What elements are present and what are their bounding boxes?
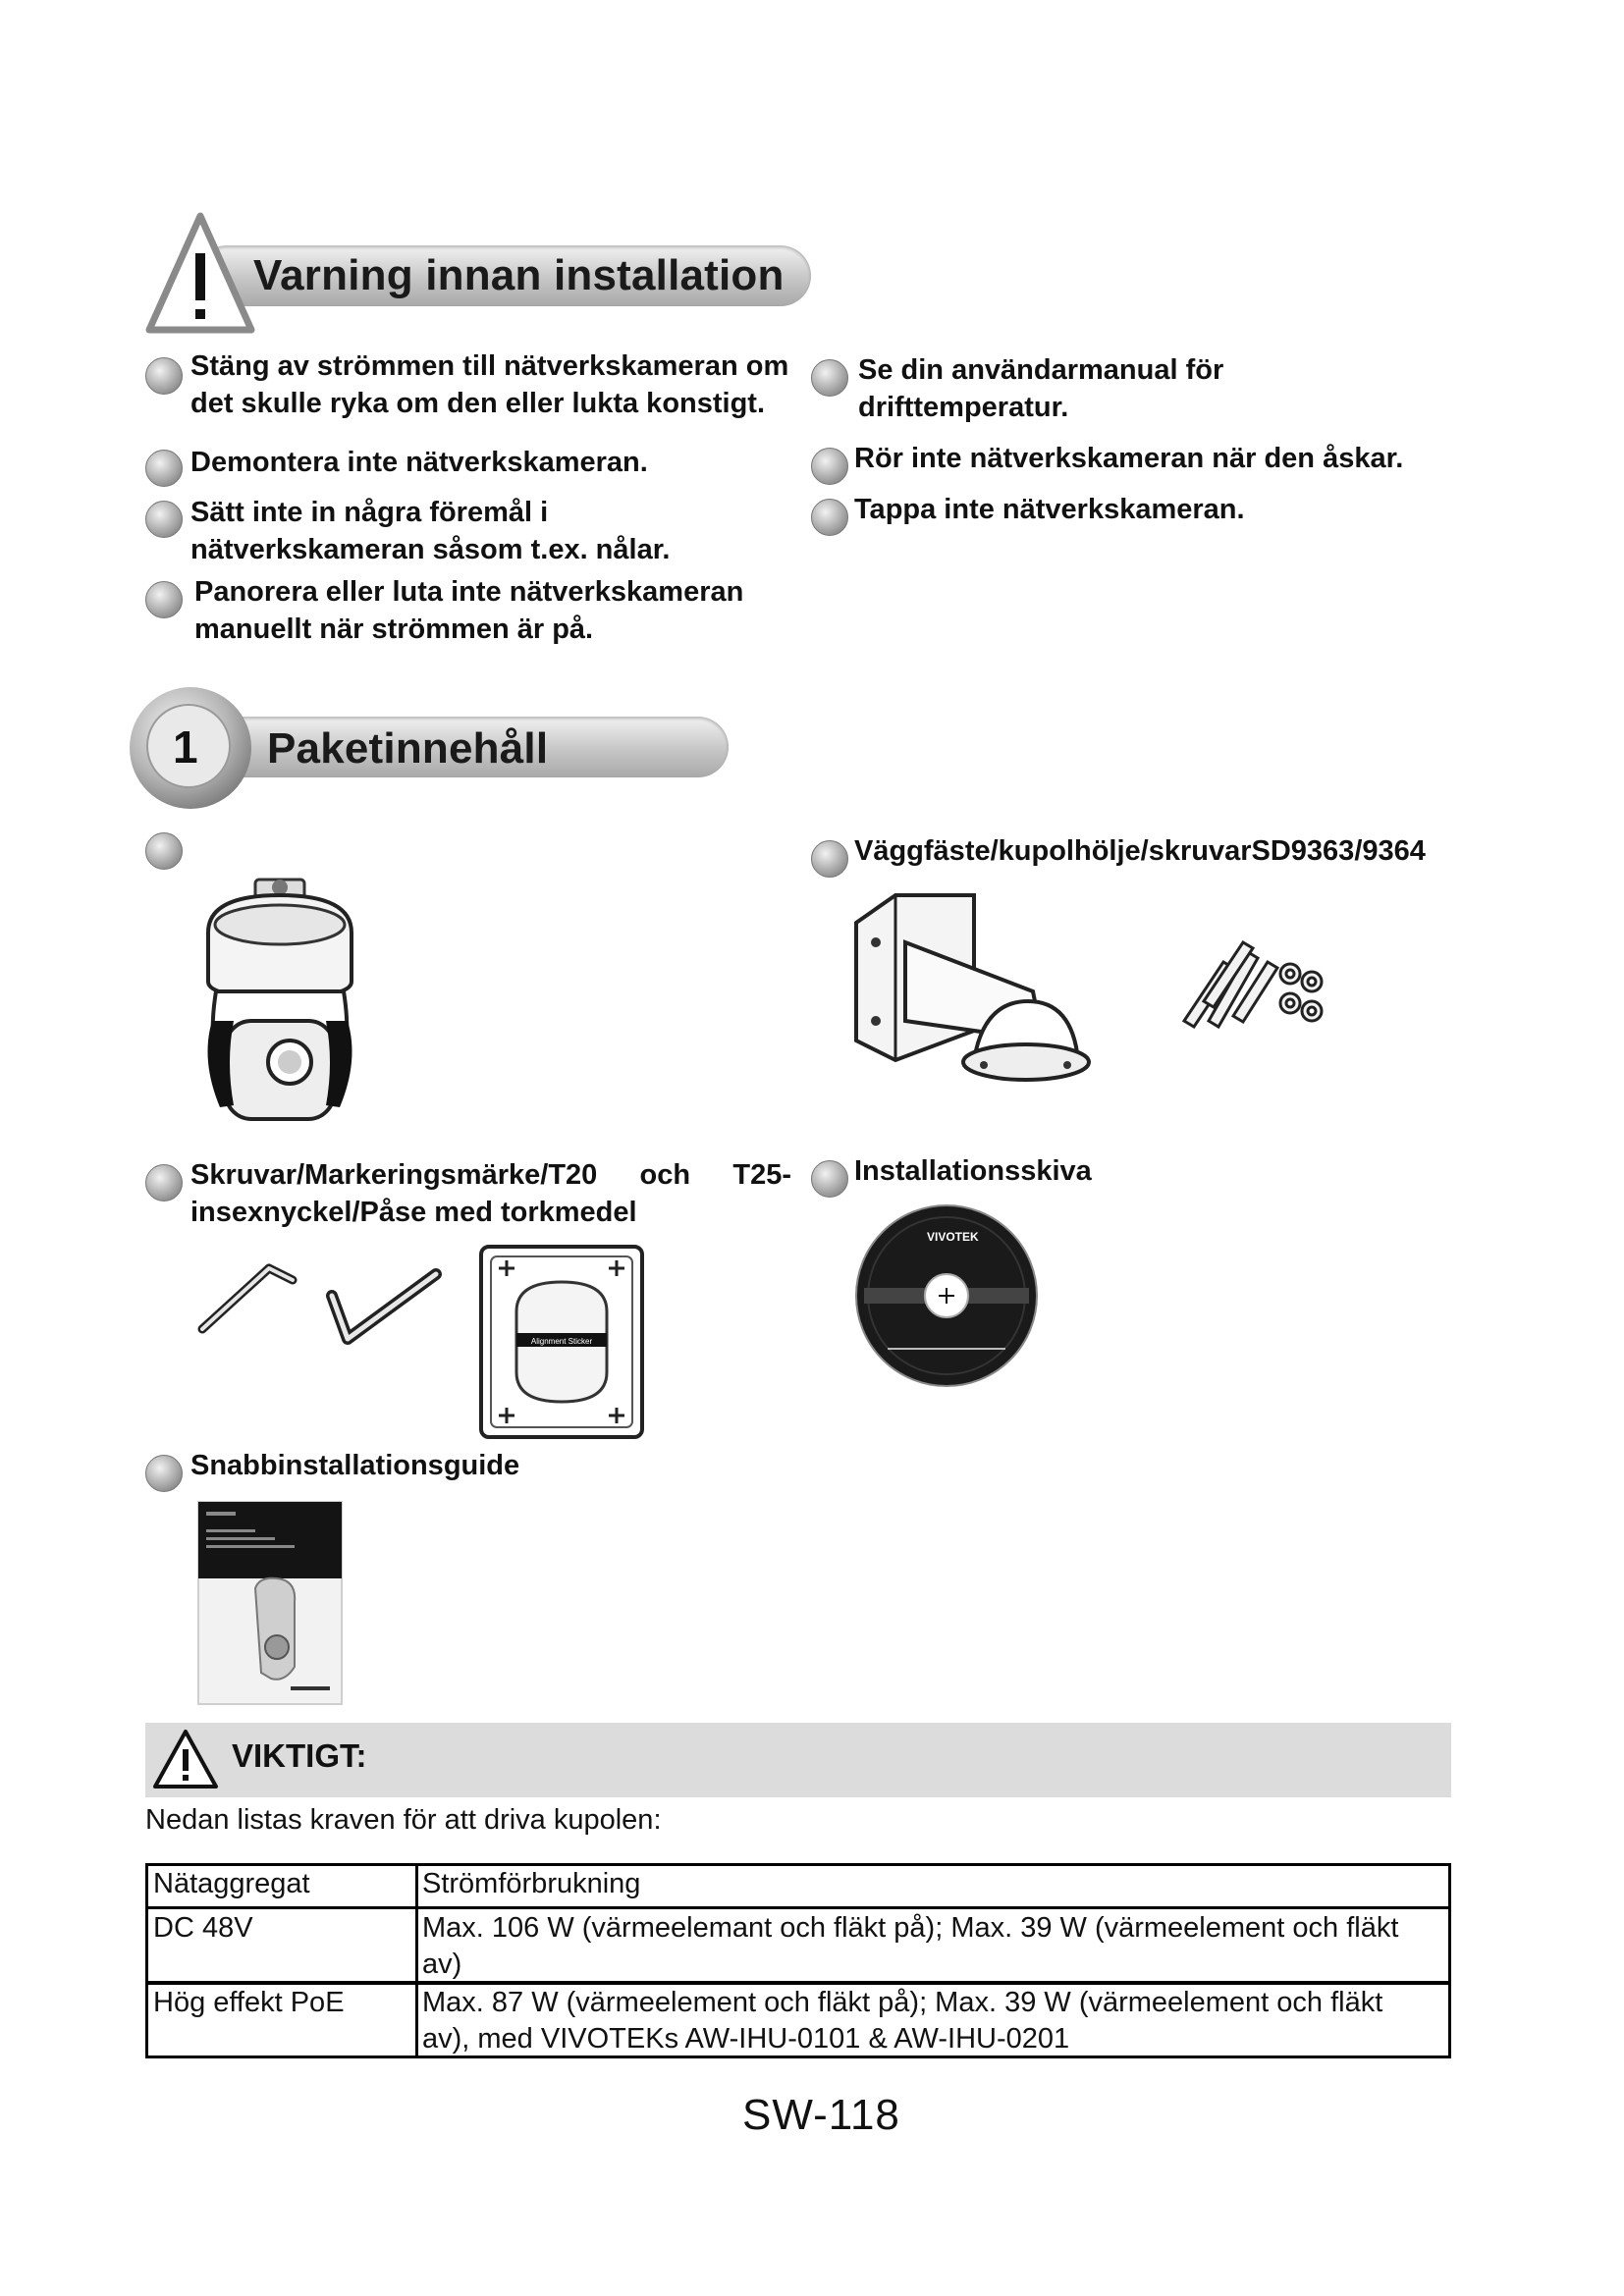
table-border (145, 1863, 148, 2058)
alignment-sticker-image (477, 1243, 646, 1441)
warning-item: Tappa inte nätverkskameran. (854, 494, 1245, 525)
table-cell: Max. 87 W (värmeelement och fläkt på); Max. 39 W (värmeelement och fläkt av), med VIVOTEKs AW-IHU-0101 & AW-IHU-0201 (422, 1987, 1383, 2055)
warning-item: Stäng av strömmen till nätverkskameran om det skulle ryka om den eller lukta konstigt. (190, 350, 789, 419)
package-item-label: Snabbinstallationsguide (190, 1450, 520, 1481)
bullet-icon (145, 357, 183, 395)
bullet-icon (811, 359, 848, 397)
warning-triangle-icon (143, 210, 257, 338)
important-intro: Nedan listas kraven för att driva kupolen: (145, 1804, 662, 1836)
table-cell: Max. 106 W (värmeelemant och fläkt på); Max. 39 W (värmeelement och fläkt av) (422, 1912, 1399, 1980)
important-title: VIKTIGT: (232, 1737, 367, 1774)
screws-and-anchors-image (1164, 923, 1331, 1041)
cd-brand: VIVOTEK (927, 1230, 979, 1244)
warning-item: Panorera eller luta inte nätverkskameran manuellt när strömmen är på. (194, 576, 744, 645)
bullet-icon (811, 448, 848, 485)
package-title: Paketinnehåll (267, 724, 549, 773)
bullet-icon (145, 1164, 183, 1201)
table-header-cell: Strömförbrukning (422, 1868, 641, 1899)
page-number: SW-118 (742, 2091, 900, 2139)
package-item-label: Väggfäste/kupolhölje/skruvarSD9363/9364 (854, 835, 1426, 867)
installation-cd-image (852, 1201, 1041, 1390)
table-cell: Hög effekt PoE (153, 1987, 345, 2018)
torx-key-icon (318, 1255, 446, 1353)
bullet-icon (145, 501, 183, 538)
package-item-label: Installationsskiva (854, 1155, 1092, 1187)
table-header-cell: Nätaggregat (153, 1868, 310, 1899)
bullet-icon (811, 1160, 848, 1198)
warning-item: Demontera inte nätverkskameran. (190, 447, 648, 478)
bullet-icon (145, 581, 183, 618)
table-border (145, 1906, 1451, 1909)
warning-triangle-icon (151, 1728, 220, 1790)
sticker-label: Alignment Sticker (530, 1337, 593, 1346)
bullet-icon (811, 840, 848, 878)
bullet-icon (145, 1455, 183, 1492)
warning-item: Se din användarmanual för drifttemperatur. (858, 354, 1224, 423)
hex-key-icon (192, 1258, 300, 1337)
table-border (1448, 1863, 1451, 2058)
speed-dome-camera-image (187, 874, 373, 1139)
warning-item: Sätt inte in några föremål i nätverkskameran såsom t.ex. nålar. (190, 497, 671, 565)
warning-title: Varning innan installation (253, 251, 785, 299)
package-item-label: Skruvar/Markeringsmärke/T20 och T25-insexnyckel/Påse med torkmedel (190, 1159, 791, 1228)
wall-mount-image (846, 883, 1092, 1129)
bullet-icon (145, 450, 183, 487)
section-number: 1 (173, 721, 198, 773)
quick-guide-image (196, 1500, 344, 1706)
table-cell: DC 48V (153, 1912, 253, 1944)
warning-item: Rör inte nätverkskameran när den åskar. (854, 443, 1404, 474)
bullet-icon (811, 499, 848, 536)
bullet-icon (145, 832, 183, 870)
table-border (415, 1863, 418, 2058)
